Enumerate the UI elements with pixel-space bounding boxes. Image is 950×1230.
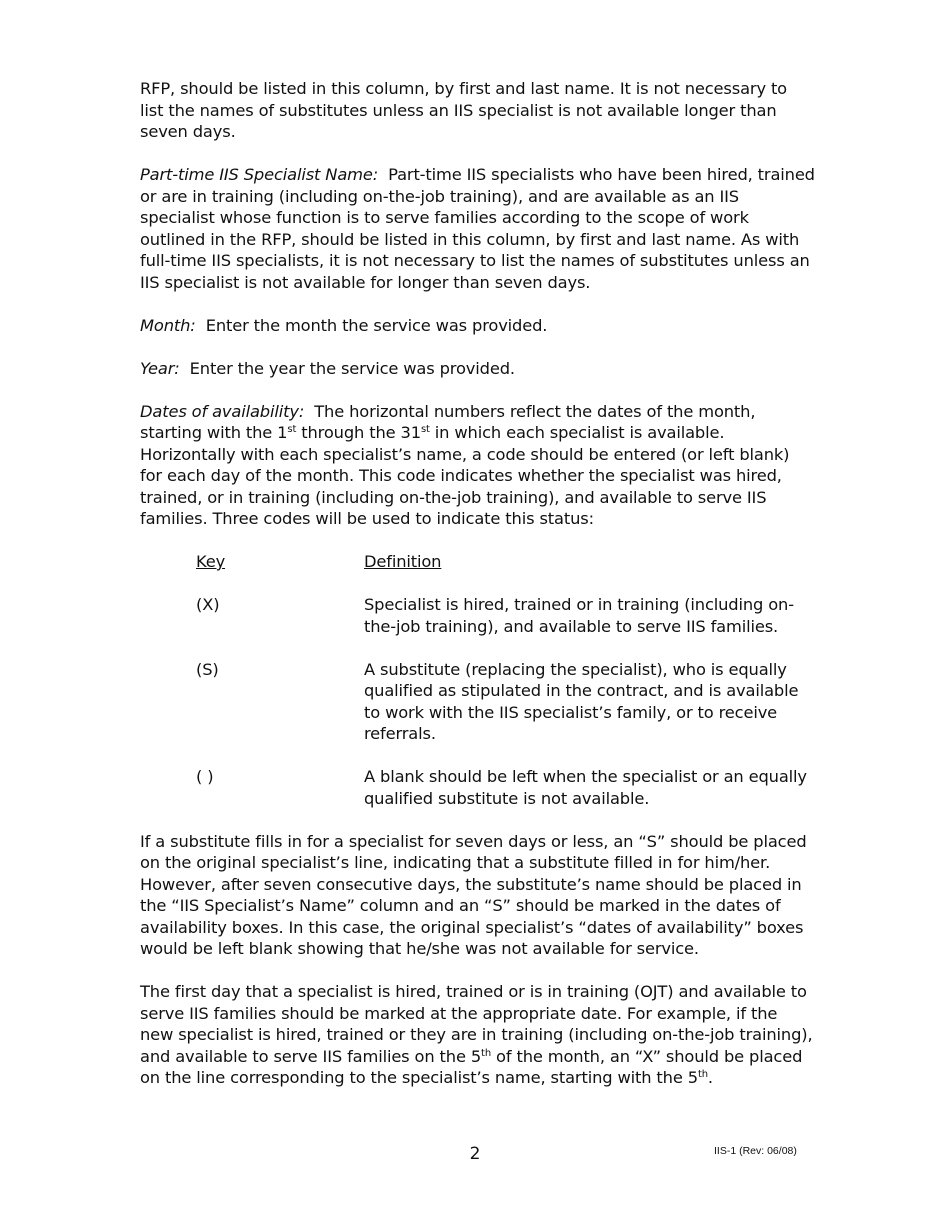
key-row-s [196,659,815,745]
key-definition-table [196,551,815,809]
dates-paragraph [140,401,815,530]
first-day-text-1: The first day that a specialist is hired, trained or is in training (OJT) and available to serve IIS families should be marked at the appropriate date. For example, if the new specialist is hired, trained or they are in training (including on-the-job training), and available to serve IIS families on the 5 [140,982,813,1066]
key-row-blank [196,766,815,809]
intro-text: RFP, should be listed in this column, by first and last name. It is not necessary to list the names of substitutes unless an IIS specialist is not available longer than seven days. [140,79,787,141]
substitute-text: If a substitute fills in for a specialist for seven days or less, an “S” should be placed on the original specialist’s line, indicating that a substitute filled in for him/her. However, after seven consecutive days, the substitute’s name should be placed in the “IIS Specialist’s Name” column and an “S” should be marked in the dates of availability boxes. In this case, the original specialist’s “dates of availability” boxes would be left blank showing that he/she was not available for service. [140,831,807,958]
document-page [140,78,815,1110]
first-day-sup-2: th [697,1069,708,1080]
definition-header: Definition [364,552,442,571]
year-text: Enter the year the service was provided. [189,358,515,378]
first-day-text-2: of the month, an “X” should be placed on the line corresponding to the specialist’s name, starting with the 5 [140,1046,803,1087]
dates-sup-2: st [420,424,430,435]
part-time-text: Part-time IIS specialists who have been hired, trained or are in training (including on-the-job training), and are available as an IIS specialist whose function is to serve families according to the scope of work outlined in the RFP, should be listed in this column, by first and last name. As with full-time IIS specialists, it is not necessary to list the names of substitutes unless an IIS specialist is not available for longer than seven days. [140,165,815,292]
part-time-label: Part-time IIS Specialist Name: [140,165,379,184]
dates-sup-1: st [287,424,297,435]
page-number: 2 [469,1144,481,1164]
substitute-paragraph [140,831,815,960]
first-day-text-3: . [707,1068,713,1087]
part-time-paragraph [140,164,815,293]
key-code: ( ) [196,767,214,786]
first-day-sup-1: th [481,1047,492,1059]
month-label: Month: [140,315,196,335]
first-day-paragraph [140,981,815,1089]
key-definition: A substitute (replacing the specialist), who is equally qualified as stipulated in the contract, and is available to work with the IIS specialist’s family, or to receive referrals. [364,659,799,743]
key-definition: Specialist is hired, trained or in training (including on-the-job training), and available to serve IIS families. [364,595,794,636]
key-definition: A blank should be left when the specialist or an equally qualified substitute is not available. [364,767,807,808]
dates-text-1: The horizontal numbers reflect the dates of the month, starting with the 1 [140,401,756,442]
key-table-header [196,551,815,573]
intro-paragraph [140,78,815,143]
dates-text-2: through the 31 [296,423,421,442]
month-text: Enter the month the service was provided. [205,315,548,335]
year-paragraph [140,358,815,380]
key-row-x [196,594,815,637]
dates-label: Dates of availability: [140,401,305,421]
revision-label: IIS-1 (Rev: 06/08) [714,1145,797,1157]
dates-text-3: in which each specialist is available. Horizontally with each specialist’s name, a code should be entered (or left blank) for each day of the month. This code indicates whether the specialist was hired, trained, or in training (including on-the-job training), and available to serve IIS families. Three codes will be used to indicate this status: [140,423,790,528]
key-code: (S) [196,659,219,679]
year-label: Year: [140,358,180,378]
key-header: Key [196,552,226,571]
month-paragraph [140,315,815,337]
key-code: (X) [196,595,220,614]
